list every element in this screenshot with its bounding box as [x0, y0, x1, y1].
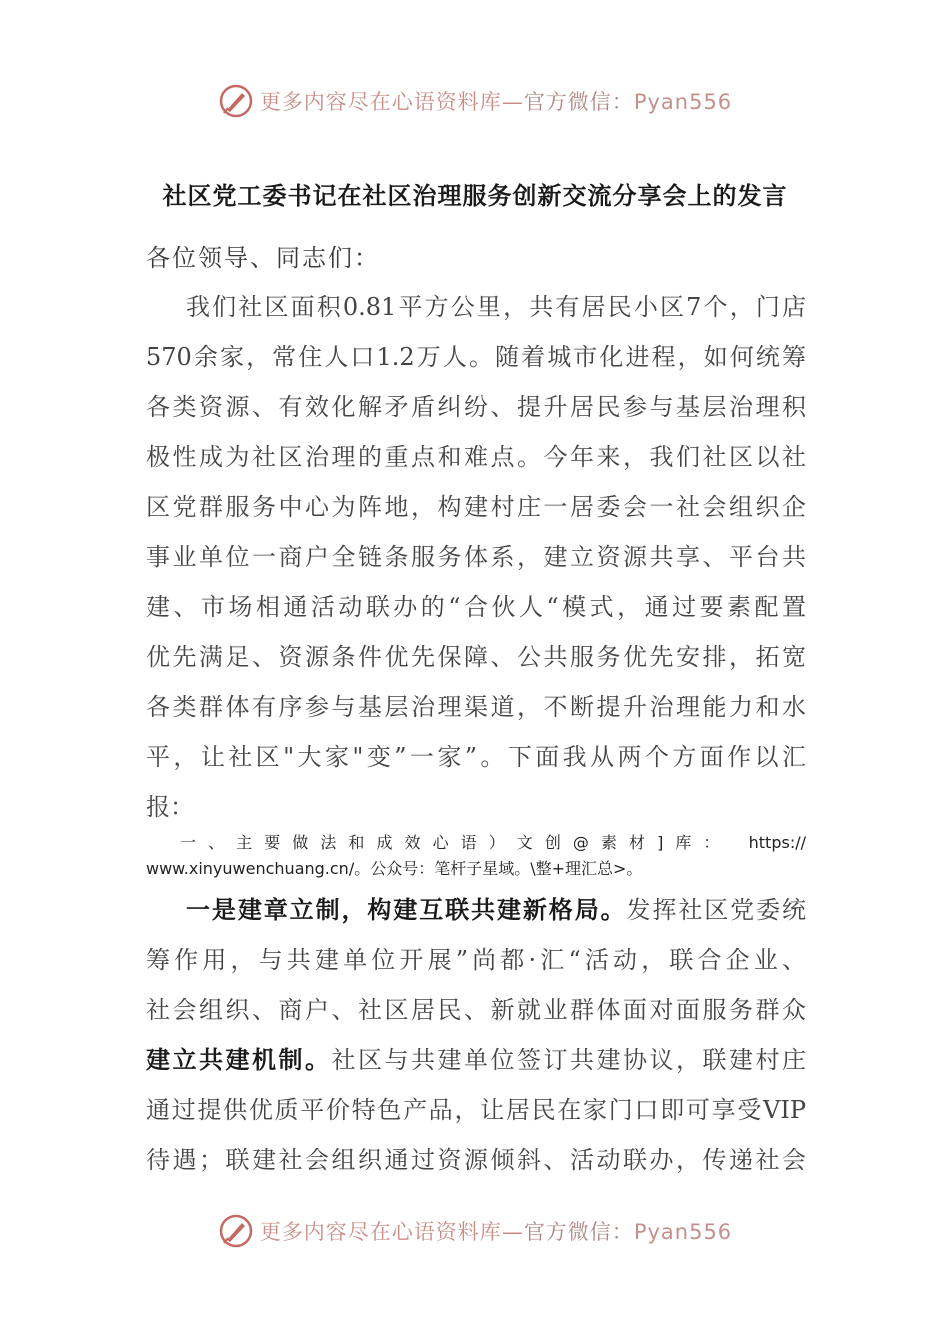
- text-line: 平，让社区"大家"变”一家”。下面我从两个方面作以汇: [146, 743, 806, 771]
- banner-main-text: 更多内容尽在心语资料库: [259, 90, 502, 114]
- text-line: 事业单位一商户全链条服务体系，建立资源共享、平台共: [146, 543, 806, 571]
- banner-text: [260, 86, 732, 116]
- banner-dash: —: [501, 90, 524, 114]
- text-line: 待遇；联建社会组织通过资源倾斜、活动联办，传递社会: [146, 1146, 806, 1174]
- text-line: 优先满足、资源条件优先保障、公共服务优先安排，拓宽: [146, 643, 806, 671]
- section-heading: [146, 830, 806, 882]
- paragraph-intro: [146, 282, 806, 832]
- text-line: [146, 1035, 806, 1085]
- header-banner: [0, 78, 950, 124]
- bold-lead-2: 建立共建机制。: [146, 1045, 332, 1074]
- banner-text: [260, 1216, 732, 1246]
- text-line: 报：: [146, 793, 194, 821]
- banner-wechat-id: Pyan556: [633, 90, 733, 114]
- text-line: 极性成为社区治理的重点和难点。今年来，我们社区以社: [146, 443, 806, 471]
- text-line: 筹作用，与共建单位开展”尚都·汇“活动，联合企业、: [146, 946, 806, 974]
- greeting: 各位领导、同志们：: [146, 244, 380, 272]
- pen-logo-icon: [218, 83, 254, 119]
- banner-wechat-label: 官方微信：: [523, 90, 634, 114]
- text-line: 社会组织、商户、社区居民、新就业群体面对面服务群众: [146, 996, 806, 1024]
- pen-logo-icon: [218, 1213, 254, 1249]
- section-line: www.xinyuwenchuang.cn/。公众号：笔杆子星域。\整+理汇总>。: [146, 859, 643, 878]
- text-line: 建、市场相通活动联办的“合伙人“模式，通过要素配置: [146, 593, 806, 621]
- text-line: 各类群体有序参与基层治理渠道，不断提升治理能力和水: [146, 693, 806, 721]
- section-line: 一、主要做法和成效心语）文创@素材]库： https://: [180, 833, 806, 852]
- text-line: 我们社区面积0.81平方公里，共有居民小区7个，门店: [186, 293, 806, 321]
- text-line-rest: 发挥社区党委统: [626, 896, 807, 924]
- text-line: 570余家，常住人口1.2万人。随着城市化进程，如何统筹: [146, 343, 806, 371]
- banner-wechat-id: Pyan556: [633, 1220, 733, 1244]
- paragraph-body: [146, 885, 806, 1185]
- banner-wechat-label: 官方微信：: [523, 1220, 634, 1244]
- banner-main-text: 更多内容尽在心语资料库: [259, 1220, 502, 1244]
- text-line-rest: 社区与共建单位签订共建协议，联建村庄: [331, 1046, 806, 1074]
- text-line: [146, 885, 806, 935]
- footer-banner: [0, 1208, 950, 1254]
- text-line: 通过提供优质平价特色产品，让居民在家门口即可享受VIP: [146, 1096, 806, 1124]
- text-line: 各类资源、有效化解矛盾纠纷、提升居民参与基层治理积: [146, 393, 806, 421]
- text-line: 区党群服务中心为阵地，构建村庄一居委会一社会组织企: [146, 493, 806, 521]
- bold-lead-1: 一是建章立制，构建互联共建新格局。: [186, 895, 627, 924]
- document-title: 社区党工委书记在社区治理服务创新交流分享会上的发言: [162, 181, 788, 210]
- banner-dash: —: [501, 1220, 524, 1244]
